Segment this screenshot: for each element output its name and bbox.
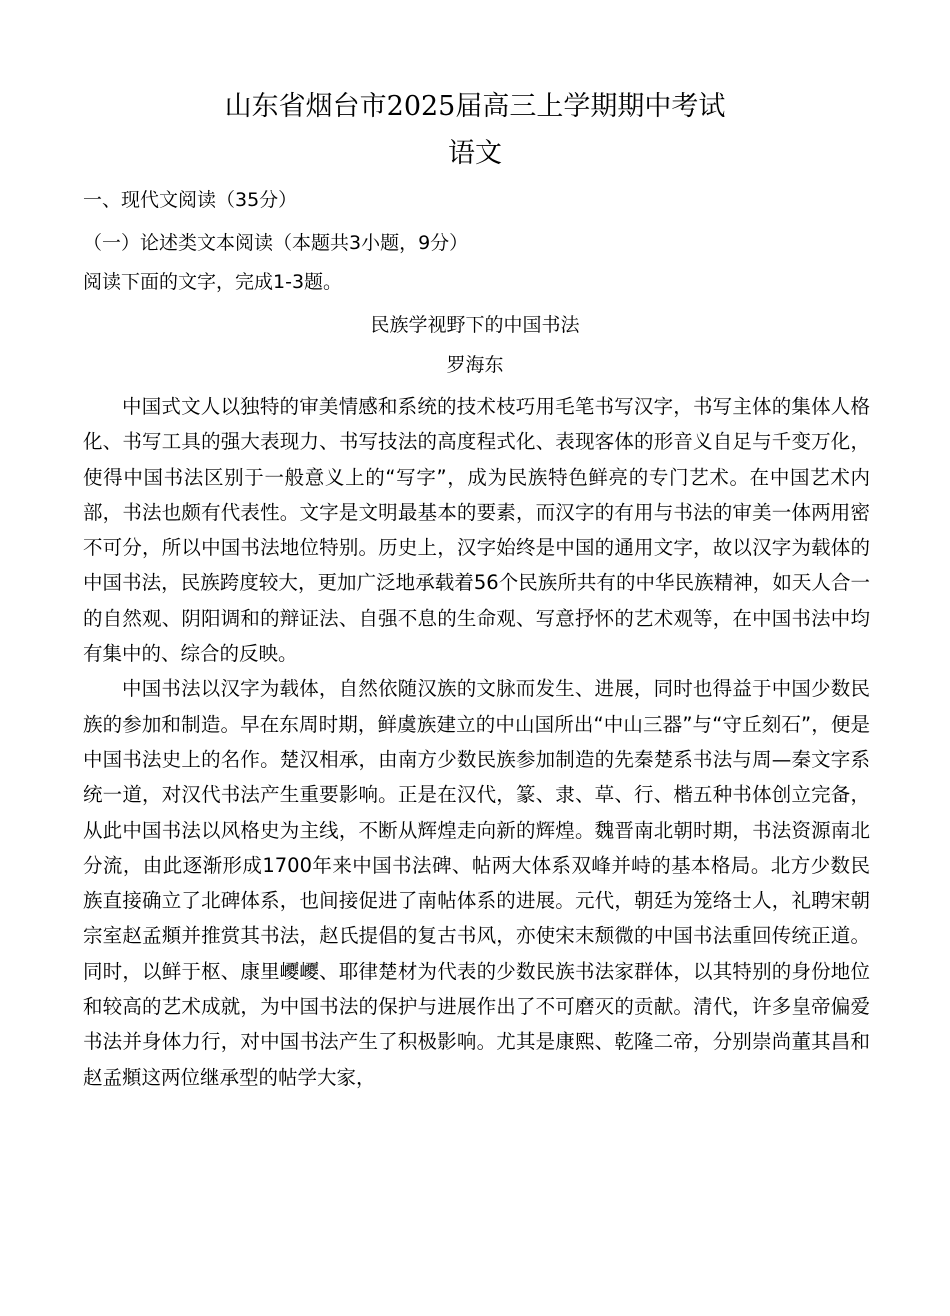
article-paragraph-1: 中国式文人以独特的审美情感和系统的技术枝巧用毛笔书写汉字，书写主体的集体人格化、书写工具的强大表现力、书写技法的高度程式化、表现客体的形音义自足与千变万化，使得中国书法区别于一般意义上的“写字”，成为民族特色鲜亮的专门艺术。在中国艺术内部，书法也颇有代表性。文字是文明最基本的要素，而汉字的有用与书法的审美一体两用密不可分，所以中国书法地位特别。历史上，汉字始终是中国的通用文字，故以汉字为载体的中国书法，民族跨度较大，更加广泛地承载着56个民族所共有的中华民族精神，如天人合一的自然观、阴阳调和的辩证法、自强不息的生命观、写意抒怀的艺术观等，在中国书法中均有集中的、综合的反映。 (83, 395, 870, 666)
exam-title: 山东省烟台市2025届高三上学期期中考试 (224, 91, 726, 122)
article-title: 民族学视野下的中国书法 (370, 314, 580, 336)
section-heading: 一、现代文阅读（35分） (83, 189, 298, 211)
section-subheading: （一）论述类文本阅读（本题共3小题，9分） (83, 232, 469, 254)
reading-instruction: 阅读下面的文字，完成1-3题。 (83, 271, 343, 293)
article-paragraph-2: 中国书法以汉字为载体，自然依随汉族的文脉而发生、进展，同时也得益于中国少数民族的参加和制造。早在东周时期，鲜虞族建立的中山国所出“中山三器”与“守丘刻石”，便是中国书法史上的名作。楚汉相承，由南方少数民族参加制造的先秦楚系书法与周—秦文字系统一道，对汉代书法产生重要影响。正是在汉代，篆、隶、草、行、楷五种书体创立完备，从此中国书法以风格史为主线，不断从辉煌走向新的辉煌。魏晋南北朝时期，书法资源南北分流，由此逐渐形成1700年来中国书法碑、帖两大体系双峰并峙的基本格局。北方少数民族直接确立了北碑体系，也间接促进了南帖体系的进展。元代，朝廷为笼络士人，礼聘宋朝宗室赵孟頫并推赏其书法，赵氏提倡的复古书风，亦使宋末颓微的中国书法重回传统正道。同时，以鲜于枢、康里巎巎、耶律楚材为代表的少数民族书法家群体，以其特别的身份地位和较高的艺术成就，为中国书法的保护与进展作出了不可磨灭的贡献。清代，许多皇帝偏爱书法并身体力行，对中国书法产生了积极影响。尤其是康熙、乾隆二帝，分别崇尚董其昌和赵孟頫这两位继承型的帖学大家， (83, 677, 870, 1089)
article-body (83, 389, 870, 1095)
exam-subject: 语文 (448, 138, 502, 169)
article-author: 罗海东 (446, 354, 504, 376)
